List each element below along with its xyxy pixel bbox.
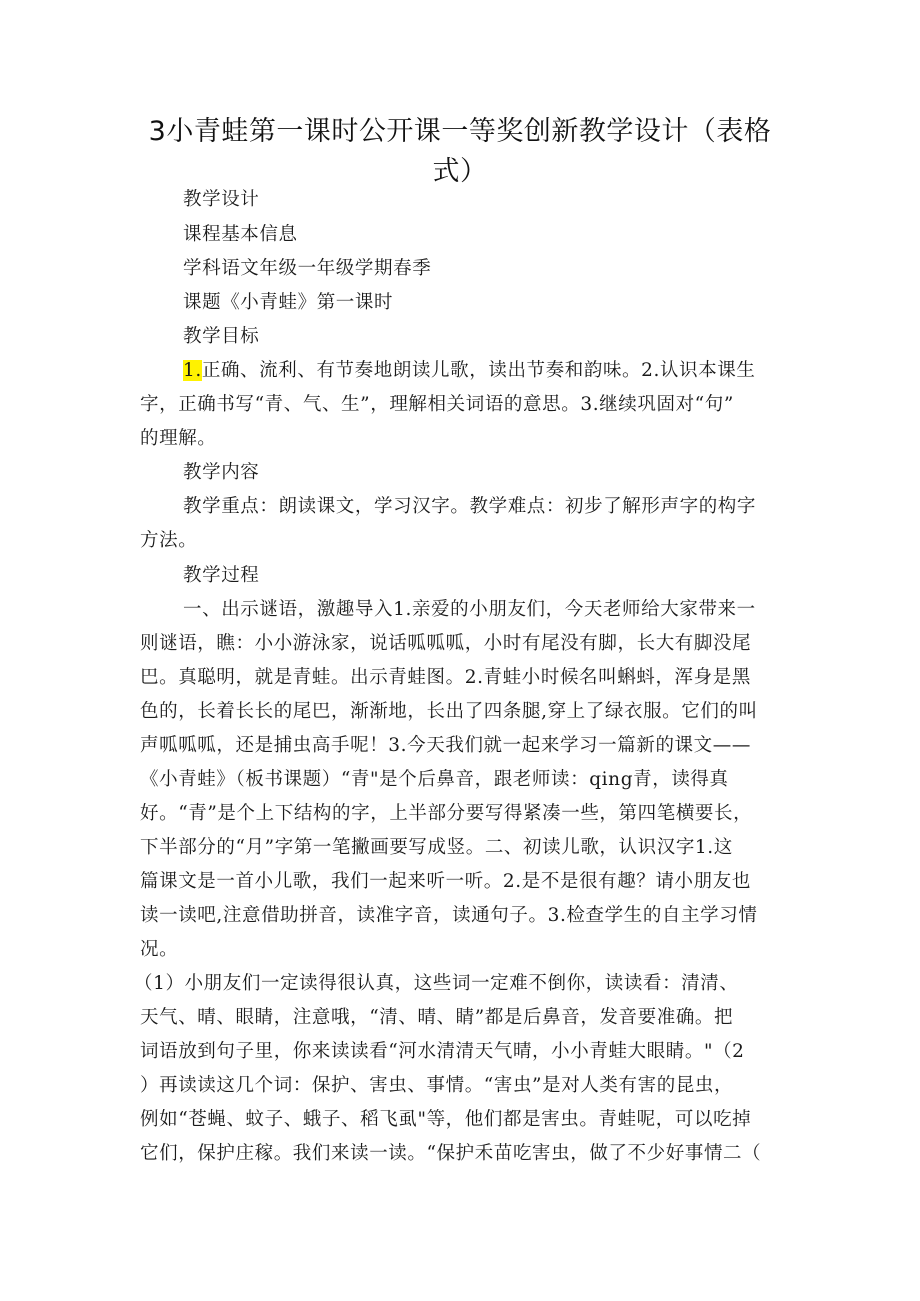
process-line: 篇课文是一首小儿歌，我们一起来听一听。2.是不是很有趣？请小朋友也 [140,871,751,892]
process-line: 词语放到句子里，你来读读看“河水清清天气晴，小小青蛙大眼睛。"（2 [140,1041,745,1062]
process-line: 例如“苍蝇、蚊子、蛾子、稻飞虱"等，他们都是害虫。青蛙呢，可以吃掉 [140,1109,752,1130]
process-line: 则谜语，瞧：小小游泳家，说话呱呱呱，小时有尾没有脚，长大有脚没尾 [140,633,752,654]
process-line: 它们，保护庄稼。我们来读一读。“保护禾苗吃害虫，做了不少好事情二（ [140,1143,762,1164]
process-line: 巴。真聪明，就是青蛙。出示青蛙图。2.青蛙小时候名叫蝌蚪，浑身是黑 [140,667,751,688]
content-line-2: 方法。 [140,530,198,551]
process-line: ）再读读这几个词：保护、害虫、事情。“害虫”是对人类有害的昆虫， [140,1075,734,1096]
process-line: 好。“青”是个上下结构的字，上半部分要写得紧凑一些，第四笔横要长， [140,803,753,824]
process-line: 色的，长着长长的尾巴，渐渐地，长出了四条腿,穿上了绿衣服。它们的叫 [140,701,758,722]
document-title [140,112,780,192]
goals-line-2: 字，正确书写“青、气、生”，理解相关词语的意思。3.继续巩固对“句” [140,394,734,415]
heading-basic-info: 课程基本信息 [183,224,298,245]
heading-process: 教学过程 [183,565,260,586]
title-line-2: 式） [432,156,488,187]
title-line-1: 3小青蛙第一课时公开课一等奖创新教学设计（表格 [148,116,772,147]
goals-line-1 [183,358,756,384]
heading-content: 教学内容 [183,462,260,483]
process-line: 天气、晴、眼睛，注意哦，“清、晴、睛”都是后鼻音，发音要准确。把 [140,1007,734,1028]
process-line: （1）小朋友们一定读得很认真，这些词一定难不倒你，读读看：清清、 [134,973,739,994]
subject-line: 学科语文年级一年级学期春季 [183,258,432,279]
process-line: 读一读吧,注意借助拼音，读准字音，读通句子。3.检查学生的自主学习情 [140,905,758,926]
goals-line-3: 的理解。 [140,428,217,449]
process-line: 《小青蛙》（板书课题）“青"是个后鼻音，跟老师读：qing青，读得真 [140,769,729,790]
process-line: 况。 [140,939,179,960]
process-line: 一、出示谜语，激趣导入1.亲爱的小朋友们，今天老师给大家带来一 [183,599,756,620]
highlight-marker: 1. [183,360,202,381]
heading-goals: 教学目标 [183,326,260,347]
heading-design: 教学设计 [183,189,260,210]
topic-line: 课题《小青蛙》第一课时 [183,292,394,313]
process-line: 声呱呱呱，还是捕虫高手呢！3.今天我们就一起来学习一篇新的课文—— [140,735,751,756]
process-line: 下半部分的“月”字第一笔撇画要写成竖。二、初读儿歌，认识汉字1.这 [140,837,733,858]
content-line-1: 教学重点：朗读课文，学习汉字。教学难点：初步了解形声字的构字 [183,496,757,517]
goals-text-1: 正确、流利、有节奏地朗读儿歌，读出节奏和韵味。2.认识本课生 [201,360,756,381]
